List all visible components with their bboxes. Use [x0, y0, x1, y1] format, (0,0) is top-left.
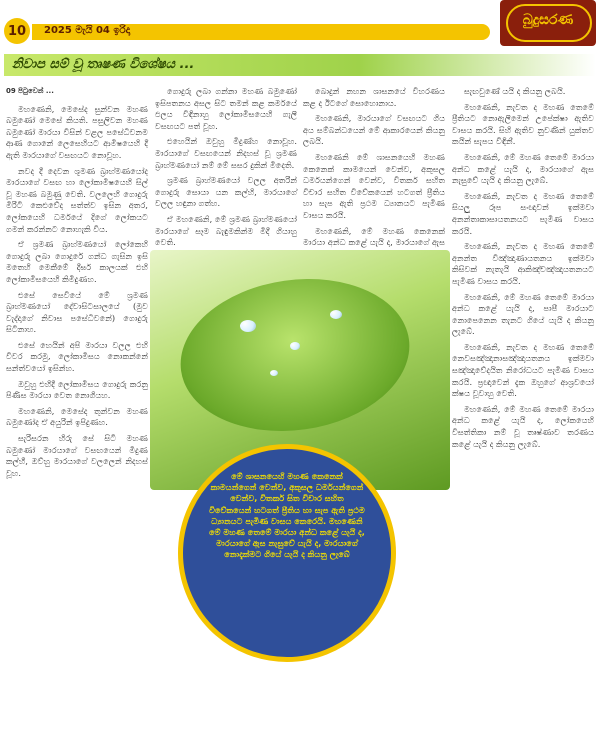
column-2-lower [155, 670, 297, 730]
article-title-bar [0, 52, 600, 78]
date-bar [32, 24, 490, 40]
paragraph: මහණෙනි, මේ මහණ තෙමේ මාරයා අන්ධ කළේ යැයි ද, ලෝකයෙහි විසත්තිකා නම් වූ තෘෂ්ණාව තරණය කළේ යැයි ද කියනු ලැබේ. [452, 403, 594, 449]
paragraph: එසේ හෙයින් අපි මාරයා වලල එහි විවර කරමු, ලෝකාමිසය නොකන්නේ සන්ත්වයෝ ඉසින්හ. [6, 339, 148, 374]
column-1 [6, 86, 148, 726]
paragraph: ශ්‍රමණ බ්‍රාහ්මණයෝ වලල අතරින් ගොදුරු සොයා යන කල්හි, මාරයාගේ වලල හඳුනා ගත්හ. [155, 175, 297, 209]
paragraph: මහණෙනි, නැවත ද මහණ තෙමේ සියලු රූප සංඥාවන් ඉක්මවා අනන්තාකාසායතනයට පැමිණ වාසය කරයි. [452, 190, 594, 236]
paragraph: මහණෙනි, මේ මහණ කෙනෙක් මාරයා අන්ධ කළේ යැයි ද, මාරයාගේ ඇස [303, 225, 445, 248]
column-3 [303, 86, 445, 246]
paragraph: මහණෙනි, නැවත ද මහණ තෙමේ නෙවසඤ්ඤානාසඤ්ඤායතනය ඉක්මවා සඤ්ඤාවේදයිත නිරෝධයට පැමිණ වාසය කරයි. ප්‍රඥාවෙන් දැක ඔහුගේ ආශ්‍රවයෝ ක්ෂය වූවාහු වෙති. [452, 341, 594, 399]
paragraph: මහණෙනි, නැවත ද මහණ තෙමේ ප්‍රීතියට නොඇලීමෙන් උපේක්ෂා ඇතිව වාසය කරයි. සිහි ඇතිව නුවණින් යුක්තව කයින් සැපය විඳිනී. [452, 101, 594, 147]
column-2 [155, 86, 297, 246]
water-drop [240, 320, 256, 332]
paragraph: ඒ මහණෙනි, මේ ශ්‍රමණ බ්‍රාහ්මණයෝ මාරයාගේ සෑම බැඳුමකින්ම මිදී ගියාහු වෙති. [155, 213, 297, 248]
paragraph: මහණෙනි, මෙසේද තුන්වන මහණ බමුණෝද ඒ අයුරින් ඉපිදුණහ. [6, 405, 148, 428]
paragraph: සැරිසරන හිරු සේ සිටි මහණ බමුණෝ මාරයාගේ වසඟයෙන් මිදුණ කල්හී, ඔව්හු මාරයාගේ වලලෙන් නිදහස් වූහ. [6, 433, 148, 478]
water-drop [330, 310, 342, 319]
leaf-shape [171, 265, 420, 446]
brand-logo [500, 0, 596, 46]
paragraph: එසේ සෙවියේ මේ ශ්‍රමණ බ්‍රාහ්මණයෝ දේවාසිටසාලයේ (මුව වැද්දාගේ නිවාස පසේධිවනේ) ගොදුරු සිටිනාහ. [6, 289, 148, 335]
paragraph: එහෙයින් ඔවුහු මිදුණ්හ නොවූහ. මාරයාගේ වසඟයෙන් නිදහස් වූ ශ්‍රමණ බ්‍රාහ්මණයෝ නම් මේ සසර දුකින් මිදෙති. [155, 136, 297, 170]
paragraph: මහණෙනි, මේ මහණ තෙමේ මාරයා අන්ධ කළේ යැයි ද, මාරයාගේ ඇස නැසුවේ යැයි ද කියනු ලැබේ. [452, 151, 594, 186]
continued-from: 09 පිටුවෙන් ... [6, 87, 54, 95]
date-label: 2025 මැයි 04 ඉරිදා [44, 25, 131, 36]
water-drop [290, 342, 300, 350]
paragraph: මහණෙනි මේ ශාසනයෙහි මහණ කෙනෙක් කාමයෙන් වෙන්ව, අකුසල ධර්මයන්ගෙන් වෙන්ව, විතර්ක සහිත විචාර සහිත විවේකයෙන් හටගත් ප්‍රීතිය හා සැප ඇති ප්‍රථම ධ්‍යානයට පැමිණ වාසය කරයි. [303, 151, 445, 220]
page-header [0, 0, 600, 48]
paragraph: බොදුන් නහන ශාසනයේ විහරණය කළ ද ඊටගේ සොහොනාය. [303, 86, 445, 108]
article-title: නිවාප සම් වූ තෘෂණ විශේෂය ... [12, 57, 195, 72]
paragraph: නවද දී දෙවන ශුමණ බ්‍රාහ්මණයෝද මාරයාගේ වසඟ හා ලෝකාමිෂයෙහි සිල් වූ මහණ බමුණු වෙති. වලලෙහි ගොදුරු මිරිටි කෙළුවේද සත්ත්ව ඉසින අතර, ලෝකයෙහි ධර්මයේ දිගේ ලෝකයට ගමන් කරන්නට නොහැකි විය. [6, 165, 148, 234]
paragraph: මහණෙනි, නැවත ද මහණ තෙමේ අනන්ත විඤ්ඤාණායතනය ඉක්මවා කිසිවක් නැතැයි ආකිඤ්චඤ්ඤායතනයට පැමිණ වාසය කරයි. [452, 241, 594, 286]
paragraph: ඒ ශ්‍රමණ බ්‍රාහ්මණයෝ ලෝකෙහි ගොදුරු ලබා ගොදුරේ ගන්ධ ගැසින ඉසි මතෙහි මෙකීමේ දීර්ඝ කාලයක් එහි ලෝකාමිසයෙහි කිමිදුණහ. [6, 239, 148, 284]
paragraph: මහණෙනි, මෙසේද සුන්වන මහණ බමුණෝ මෙසේ කියති. පසුලිවන මහණ බමුණෝ මාරයා විසින් වළල පසේධිවනම ආණ ගොනේ ලෙසෙහියට ආමිෂයෙහි දී ඇති මාරයාගේ වසඟයට නොවූහ. [6, 103, 148, 160]
paragraph: මහණෙනි, මේ මහණ තෙමේ මාරයා අන්ධ කළේ යැයි ද, පාපී මාරයාට නොපෙනෙන තැනට ගියේ යැයි ද කියනු ලැබේ. [452, 291, 594, 337]
paragraph: මහණෙනි, මාරයාගේ වසඟයට ගිය අය සම්බන්ධයෙන් මේ ආකාරයෙන් කියනු ලබයි. [303, 113, 445, 147]
brand-name: බුදුසරණ [522, 12, 574, 28]
page-number: 10 [4, 18, 30, 44]
column-4 [452, 86, 594, 726]
paragraph: සැඟවුණේ යයි ද කියනු ලබයි. [464, 86, 566, 96]
paragraph: ඔවුහු එහිදී ලෝකාමිසය ගොදුරු කරනු පිණිස මාරයා වෙත නොගියහ. [6, 378, 148, 401]
pull-quote-circle [178, 444, 396, 662]
water-drop [270, 370, 278, 376]
paragraph: ගොදුරු ලබා ගන්නා මහණ බමුණෝ ඉසිපතනය අසල සිට තමන් කළ කර්මයේ ඵලය විඳිනාහු ලෝකාමිසයෙහි ගැලී වසඟයට පත් වූහ. [155, 86, 297, 131]
pull-quote: මේ ශාසනයෙහි මහණ කෙනෙක් කාමයන්ගෙන් වෙන්ව, අකුසල ධර්මයන්ගෙන් වෙන්ව, විතර්ක සිත විචාර සහිත විවේකයෙන් හටගත් ප්‍රීතිය හා සැප ඇති ප්‍රථම ධ්‍යානයට පැමිණ වාසය කෙරෙයි. මහණෙනි මේ මහණ තෙමේ මාරයා අන්ධ කළේ යැයි ද, මාරයාගේ ඇස නැසුවේ යැයි ද, මාරයාගේ නොදැක්මට ගියේ යැයි ද කියනු ලැබේ [209, 471, 365, 560]
